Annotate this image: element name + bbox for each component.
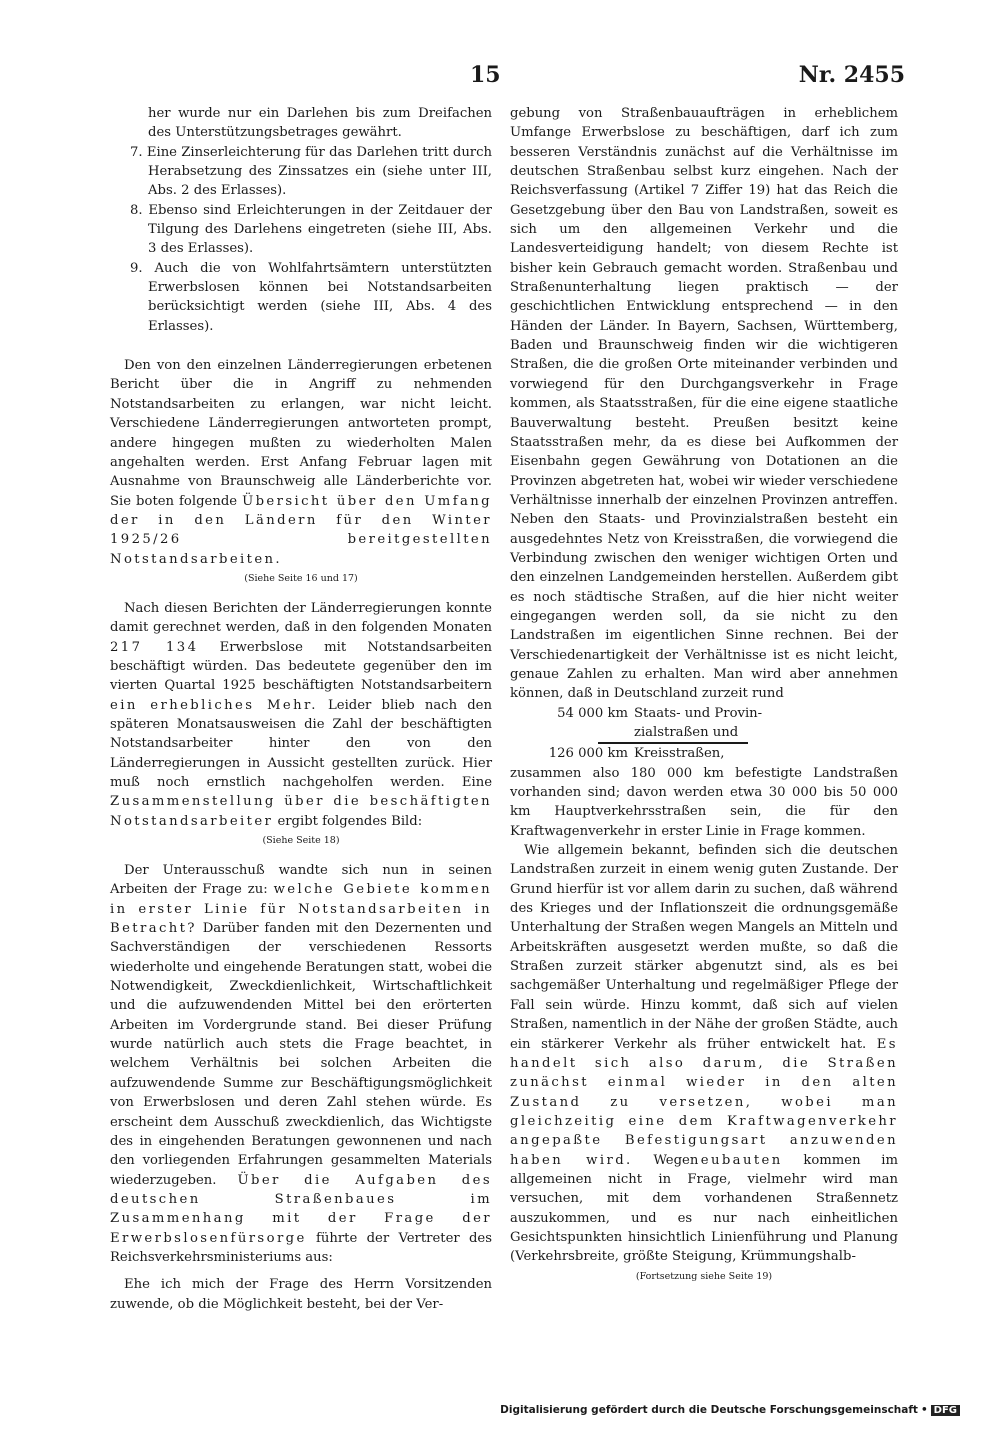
- dfg-footer: [500, 1404, 960, 1416]
- list-item-text: her wurde nur ein Darlehen bis zum Dreifachen des Unterstützungsbetrages gewährt.: [148, 106, 492, 141]
- spaced-emphasis: Übersicht über den Umfang der in den Ländern für den Winter 1925/26 bereitgestellten Notstandsarbeiten.: [110, 493, 492, 567]
- table-row: [510, 704, 898, 723]
- spaced-emphasis: ein erhebliches Mehr.: [110, 697, 318, 713]
- list-item-text: Auch die von Wohlfahrtsämtern unterstützten Erwerbslosen können bei Notstandsarbeiten berücksichtigt werden (siehe III, Abs. 4 des Erlasses).: [148, 260, 492, 334]
- page-reference-note: (Siehe Seite 18): [262, 835, 340, 847]
- paragraph: gebung von Straßenbauaufträgen in erheblichem Umfange Erwerbslose zu beschäftigen, darf ich zum besseren Verständnis zunächst auf die Verhältnisse im deutschen Straßenbau selbst kurz eingehen. Nach der Reichsverfassung (Artikel 7 Ziffer 19) hat das Reich die Gesetzgebung über den Bau von Landstraßen, soweit es sich um den allgemeinen Verkehr und die Landesverteidigung handelt; von diesem Rechte ist bisher kein Gebrauch gemacht worden. Straßenbau und Straßenunterhaltung liegen praktisch — der geschichtlichen Entwicklung entsprechend — in den Händen der Länder. In Bayern, Sachsen, Württemberg, Baden und Braunschweig finden wir die wichtigeren Straßen, die die großen Orte miteinander verbinden und vorwiegend für den Durchgangsverkehr in Frage kommen, als Staatsstraßen, für die eine eigene staatliche Bauverwaltung besteht. Preußen besitzt keine Staatsstraßen mehr, da es diese bei Aufkommen der Eisenbahn gegen Gewährung von Dotationen an die Provinzen abgetreten hat, wobei wir wieder verschiedene Verhältnisse innerhalb der einzelnen Provinzen antreffen. Neben den Staats- und Provinzialstraßen besteht ein ausgedehntes Netz von Kreisstraßen, die vorwiegend die Verbindung zwischen den weniger wichtigen Orten und den einzelnen Landgemeinden herstellen. Außerdem gibt es noch städtische Straßen, auf die hier nicht weiter eingegangen werden soll, da sie nicht zu den Landstraßen im eigentlichen Sinne rechnen. Bei der Verschiedenartigkeit der Verhältnisse ist es nicht leicht, genaue Zahlen zu erhalten. Man wird aber annehmen können, daß in Deutschland zurzeit rund: [510, 106, 898, 702]
- road-length-table: [510, 704, 898, 764]
- list-item-number: 9.: [130, 260, 143, 276]
- table-label: Staats- und Provin-: [634, 705, 763, 721]
- table-row: [510, 723, 898, 742]
- left-column: [110, 104, 492, 1314]
- paragraph: Den von den einzelnen Länderregierungen erbetenen Bericht über die in Angriff zu nehmenden Notstandsarbeiten zu erlangen, war nicht leicht. Verschiedene Länderregierungen antworteten prompt, andere hingegen mußten zu wiederholten Malen angehalten werden. Erst Anfang Februar lagen mit Ausnahme von Braunschweig alle Länderberichte vor. Sie boten folgende Übersicht über den Umfang der in den Ländern für den Winter 1925/26 bereitgestellten Notstandsarbeiten.: [110, 358, 492, 567]
- paragraph: zusammen also 180 000 km befestigte Landstraßen vorhanden sind; davon werden etwa 30 000 bis 50 000 km Hauptverkehrsstraßen sein, die für den Kraftwagenverkehr in erster Linie in Frage kommen.: [510, 765, 898, 839]
- table-row: [510, 744, 898, 763]
- list-item-number: 8.: [130, 202, 143, 218]
- page-number: 15: [470, 62, 501, 88]
- right-column: [510, 104, 898, 1289]
- list-item: [110, 104, 492, 143]
- spaced-emphasis: Über die Aufgaben des deutschen Straßenbaues im Zusammenhang mit der Frage der Erwerbslosenfürsorge: [110, 1172, 492, 1246]
- footer-text: Digitalisierung gefördert durch die Deutsche Forschungsgemeinschaft: [500, 1404, 918, 1416]
- table-value: 126 000 km: [548, 746, 628, 762]
- table-label: Kreisstraßen,: [634, 746, 725, 762]
- document-number: Nr. 2455: [798, 62, 905, 88]
- spaced-emphasis: welche Gebiete kommen in erster Linie für Notstandsarbeiten in Betracht?: [110, 882, 492, 937]
- spaced-number: 217 134: [110, 639, 199, 655]
- list-item: [110, 259, 492, 336]
- list-item: [110, 201, 492, 259]
- paragraph: Ehe ich mich der Frage des Herrn Vorsitzenden zuwende, ob die Möglichkeit besteht, bei der Ver-: [110, 1277, 492, 1312]
- numbered-list: [110, 104, 492, 336]
- dfg-logo: DFG: [931, 1405, 960, 1416]
- table-value: 54 000 km: [557, 705, 628, 721]
- list-item: [110, 143, 492, 201]
- table-label: zialstraßen und: [634, 725, 739, 740]
- list-item-number: 7.: [130, 144, 143, 160]
- paragraph: Nach diesen Berichten der Länderregierungen konnte damit gerechnet werden, daß in den folgenden Monaten 217 134 Erwerbslose mit Notstandsarbeiten beschäftigt würden. Das bedeutete gegenüber den im vierten Quartal 1925 beschäftigten Notstandsarbeitern ein erhebliches Mehr. Leider blieb nach den späteren Monatsausweisen die Zahl der beschäftigten Notstandsarbeiter hinter den von den Länderregierungen in Aussicht gestellten zurück. Hier muß noch ernstlich nachgeholfen werden. Eine Zusammenstellung über die beschäftigten Notstandsarbeiter ergibt folgendes Bild:: [110, 600, 492, 829]
- list-item-text: Eine Zinserleichterung für das Darlehen tritt durch Herabsetzung des Zinssatzes ein (siehe unter III, Abs. 2 des Erlasses).: [146, 144, 492, 199]
- page-reference-note: (Siehe Seite 16 und 17): [244, 572, 358, 584]
- footer-separator: •: [920, 1404, 928, 1416]
- paragraph: Wie allgemein bekannt, befinden sich die deutschen Landstraßen zurzeit in einem wenig guten Zustande. Der Grund hierfür ist vor allem darin zu suchen, daß während des Krieges und der Inflationszeit die ordnungsgemäße Unterhaltung der Straßen wegen Mangels an Mitteln und Arbeitskräften ausgesetzt werden mußte, so daß die Straßen zurzeit stärker abgenutzt sind, als es bei sachgemäßer Unterhaltung und regelmäßiger Pflege der Fall sein würde. Hinzu kommt, daß sich auf vielen Straßen, namentlich in der Nähe der großen Städte, auch ein stärkerer Verkehr als früher entwickelt hat. Es handelt sich also darum, die Straßen zunächst einmal wieder in den alten Zustand zu versetzen, wobei man gleichzeitig eine dem Kraftwagenverkehr angepaßte Befestigungsart anzuwenden haben wird. Wegeneubauten kommen im allgemeinen nicht in Frage, vielmehr wird man versuchen, mit dem vorhandenen Straßennetz auszukommen, und es nur nach einheitlichen Gesichtspunkten hinsichtlich Linienführung und Planung (Verkehrsbreite, größte Steigung, Krümmungshalb-: [510, 843, 898, 1265]
- list-item-text: Ebenso sind Erleichterungen in der Zeitdauer der Tilgung des Darlehens eingetreten (siehe III, Abs. 3 des Erlasses).: [148, 202, 492, 257]
- paragraph: Der Unterausschuß wandte sich nun in seinen Arbeiten der Frage zu: welche Gebiete kommen in erster Linie für Notstandsarbeiten in Betracht? Darüber fanden mit den Dezernenten und Sachverständigen der verschiedenen Ressorts wiederholte und eingehende Beratungen statt, wobei die Notwendigkeit, Zweckdienlichkeit, Wirtschaftlichkeit und die aufzuwendenden Mittel bei den erörterten Arbeiten im Vordergrunde stand. Bei dieser Prüfung wurde natürlich auch stets die Frage beachtet, in welchem Verhältnis bei solchen Arbeiten die aufzuwendende Summe zur Beschäftigungsmöglichkeit von Erwerbslosen und deren Zahl stehen würde. Es erscheint dem Ausschuß zweckdienlich, das Wichtigste des in eingehenden Beratungen gewonnenen und nach den vorliegenden Erfahrungen gesammelten Materials wiederzugeben. Über die Aufgaben des deutschen Straßenbaues im Zusammenhang mit der Frage der Erwerbslosenfürsorge führte der Vertreter des Reichsverkehrsministeriums aus:: [110, 863, 492, 1265]
- spaced-emphasis: Zusammenstellung über die beschäftigten Notstandsarbeiter: [110, 794, 492, 829]
- continuation-note: (Fortsetzung siehe Seite 19): [635, 1270, 773, 1282]
- spaced-emphasis: neubauten: [689, 1152, 783, 1168]
- spaced-emphasis: Es handelt sich also darum, die Straßen zunächst einmal wieder in den alten Zustand zu versetzen, wobei man gleichzeitig eine dem Kraftwagenverkehr angepaßte Befestigungsart anzuwenden haben wird.: [510, 1036, 898, 1168]
